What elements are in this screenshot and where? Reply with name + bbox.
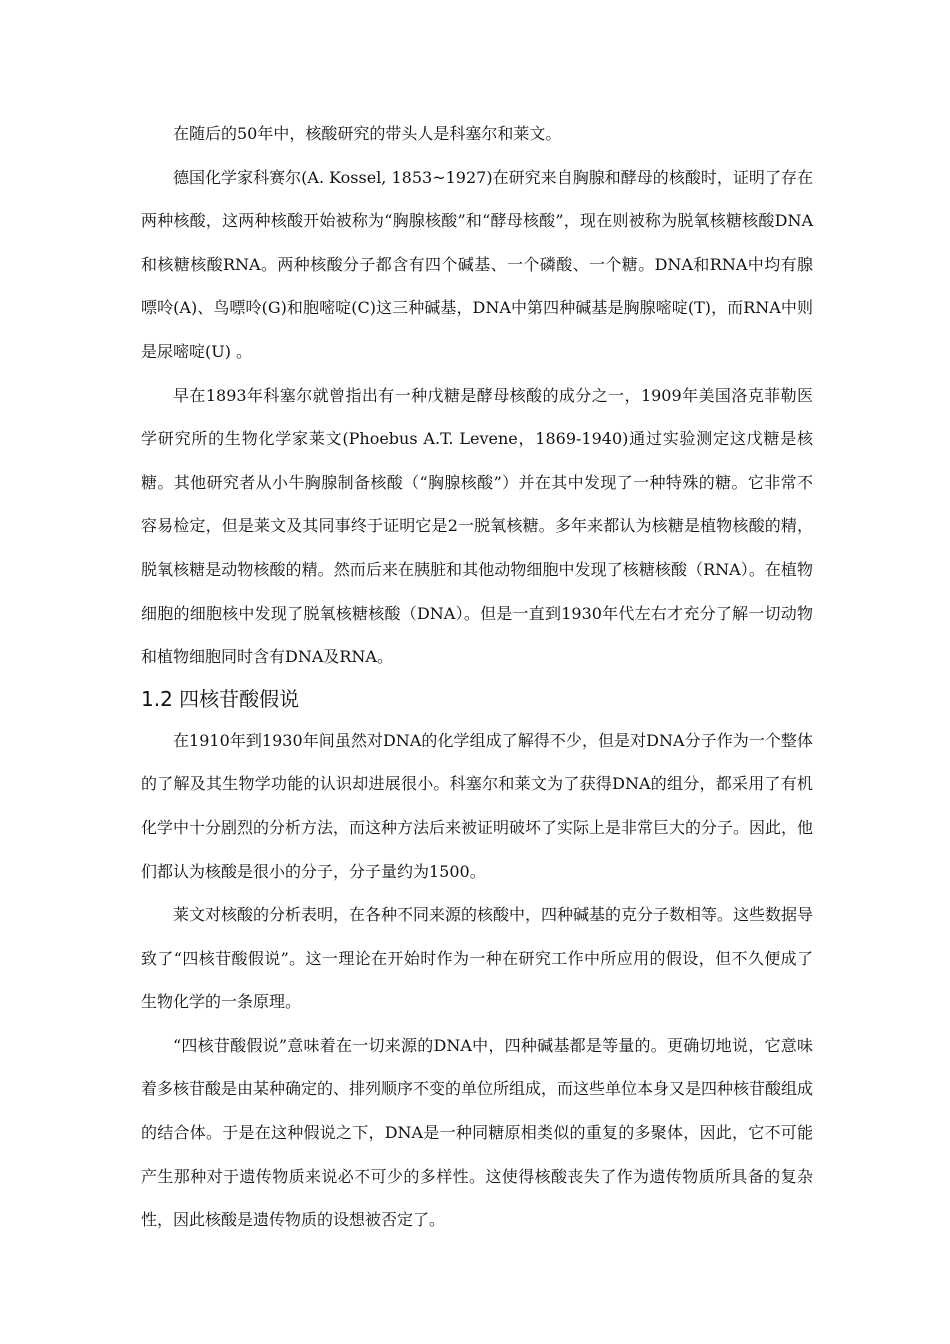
paragraph-ribose-deoxyribose: 早在1893年科塞尔就曾指出有一种戊糖是酵母核酸的成分之一，1909年美国洛克菲勒医学研究所的生物化学家莱文(Phoebus A.T. Levene，1869-1940)通过实验测定这戊糖是核糖。其他研究者从小牛胸腺制备核酸（“胸腺核酸”）并在其中发现了一种特殊的糖。它非常不容易检定，但是莱文及其同事终于证明它是2一脱氧核糖。多年来都认为核糖是植物核酸的精，脱氧核糖是动物核酸的精。然而后来在胰脏和其他动物细胞中发现了核糖核酸（RNA）。在植物细胞的细胞核中发现了脱氧核糖核酸（DNA）。但是一直到1930年代左右才充分了解一切动物和植物细胞同时含有DNA及RNA。	[141, 385, 813, 667]
document-body	[141, 112, 813, 1242]
paragraph-hypothesis-implications: “四核苷酸假说”意味着在一切来源的DNA中，四种碱基都是等量的。更确切地说，它意味着多核苷酸是由某种确定的、排列顺序不变的单位所组成，而这些单位本身又是四种核苷酸组成的结合体。于是在这种假说之下，DNA是一种同糖原相类似的重复的多聚体，因此，它不可能产生那种对于遗传物质来说必不可少的多样性。这使得核酸丧失了作为遗传物质所具备的复杂性，因此核酸是遗传物质的设想被否定了。	[141, 1035, 814, 1230]
paragraph-kossel-two-nucleic-acids: 德国化学家科赛尔(A. Kossel, 1853~1927)在研究来自胸腺和酵母的核酸时，证明了存在两种核酸，这两种核酸开始被称为“胸腺核酸”和“酵母核酸”，现在则被称为脱氧核糖核酸DNA和核糖核酸RNA。两种核酸分子都含有四个碱基、一个磷酸、一个糖。DNA和RNA中均有腺嘌呤(A)、鸟嘌呤(G)和胞嘧啶(C)这三种碱基，DNA中第四种碱基是胸腺嘧啶(T)，而RNA中则是尿嘧啶(U) 。	[141, 167, 813, 361]
paragraph-dna-composition-1910-1930: 在1910年到1930年间虽然对DNA的化学组成了解得不少，但是对DNA分子作为一个整体的了解及其生物学功能的认识却进展很小。科塞尔和莱文为了获得DNA的组分，都采用了有机化学中十分剧烈的分析方法，而这种方法后来被证明破坏了实际上是非常巨大的分子。因此，他们都认为核酸是很小的分子，分子量约为1500。	[141, 730, 814, 881]
paragraph-research-leaders: 在随后的50年中，核酸研究的带头人是科塞尔和莱文。	[173, 124, 562, 143]
section-heading-tetranucleotide-hypothesis: 1.2 四核苷酸假说	[141, 686, 300, 711]
paragraph-levene-analysis: 莱文对核酸的分析表明，在各种不同来源的核酸中，四种碱基的克分子数相等。这些数据导致了“四核苷酸假说”。这一理论在开始时作为一种在研究工作中所应用的假设，但不久便成了生物化学的一条原理。	[141, 905, 814, 1012]
